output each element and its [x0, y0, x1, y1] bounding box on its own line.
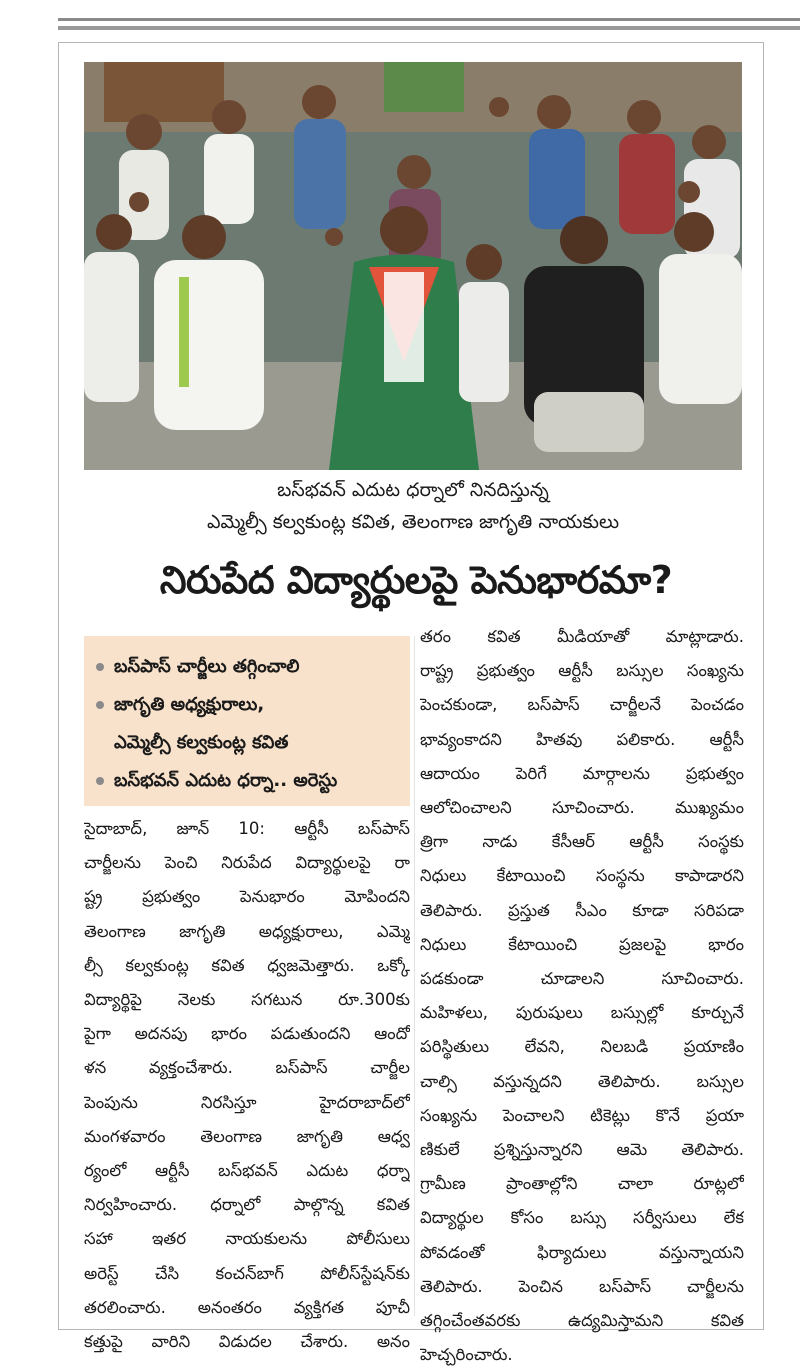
body-line: ణికులే ప్రశ్నిస్తున్నారని ఆమె తెలిపారు. — [420, 1140, 744, 1160]
body-line: పరిస్థితులు లేవని, నిలబడి ప్రయాణిం — [420, 1037, 744, 1057]
body-column-left — [84, 812, 410, 1359]
body-line: రాష్ట్ర ప్రభుత్వం ఆర్టీసీ బస్సుల సంఖ్యను — [420, 661, 744, 681]
body-line: అరెస్ట్ చేసి కంచన్‌బాగ్ పోలీస్‌స్టేషన్‌కు — [84, 1263, 410, 1283]
body-line: పెంపును నిరసిస్తూ హైదరాబాద్‌లో — [84, 1092, 410, 1112]
body-line: తెలిపారు. పెంచిన బస్‌పాస్ చార్జీలను — [420, 1276, 744, 1296]
highlight-item-continued: ఎమ్మెల్సీ కల్వకుంట్ల కవిత — [114, 732, 289, 753]
highlights-box — [84, 636, 410, 806]
body-line: కత్తుపై వారిని విడుదల చేశారు. అనం — [84, 1332, 410, 1352]
body-line: సహా ఇతర నాయకులను పోలీసులు — [84, 1229, 410, 1249]
body-line: గ్రామీణ ప్రాంతాల్లోని చాలా రూట్లలో — [420, 1174, 744, 1194]
body-line: తరలించారు. అనంతరం వ్యక్తిగత పూచీ — [84, 1297, 410, 1317]
body-column-right — [420, 620, 744, 1372]
body-line: తెలంగాణ జాగృతి అధ్యక్షురాలు, ఎమ్మె — [84, 921, 410, 941]
body-line: తగ్గించేంతవరకు ఉద్యమిస్తామని కవిత — [420, 1311, 744, 1331]
top-rule — [58, 18, 800, 21]
body-line: మహిళలు, పురుషులు బస్సుల్లో కూర్చునే — [420, 1003, 744, 1023]
highlight-item: బస్‌భవన్ ఎదుట ధర్నా.. అరెస్టు — [92, 762, 402, 800]
column-divider — [414, 636, 415, 1316]
photo-caption-line1: బస్‌భవన్ ఎదుట ధర్నాలో నినదిస్తున్న — [277, 479, 549, 501]
body-line: హెచ్చరించారు. — [420, 1345, 513, 1365]
photo-caption-line2: ఎమ్మెల్సీ కల్వకుంట్ల కవిత, తెలంగాణ జాగృతి నాయకులు — [206, 511, 620, 533]
body-line: ర్యంలో ఆర్టీసీ బస్‌భవన్ ఎదుట ధర్నా — [84, 1161, 410, 1181]
bullet-icon — [96, 777, 104, 785]
body-line: త్రిగా నాడు కేసీఆర్ ఆర్టీసీ సంస్థకు — [420, 832, 744, 852]
highlight-item: బస్‌పాస్ చార్జీలు తగ్గించాలి — [92, 648, 402, 686]
body-line: పెంచకుండా, బస్‌పాస్ చార్జీలనే పెంచడం — [420, 695, 744, 715]
body-line: భావ్యంకాదని హితవు పలికారు. ఆర్టీసీ — [420, 729, 744, 749]
protest-photo — [84, 62, 742, 470]
body-line: చాల్సి వస్తున్నదని తెలిపారు. బస్సుల — [420, 1071, 744, 1091]
bullet-icon — [96, 701, 104, 709]
body-line: పోవడంతో ఫిర్యాదులు వస్తున్నాయని — [420, 1242, 744, 1262]
body-line: సంఖ్యను పెంచాలని టికెట్లు కొనే ప్రయా — [420, 1105, 744, 1125]
body-line: పైగా అదనపు భారం పడుతుందని ఆందో — [84, 1024, 410, 1044]
article-headline: నిరుపేద విద్యార్థులపై పెనుభారమా? — [159, 558, 673, 602]
body-line: విద్యార్థిపై నెలకు సగటున రూ.300కు — [84, 990, 410, 1010]
body-line: ఆదాయం పెరిగే మార్గాలను ప్రభుత్వం — [420, 763, 744, 783]
body-line: ల్సీ కల్వకుంట్ల కవిత ధ్వజమెత్తారు. ఒక్కో — [84, 955, 410, 975]
body-line: ష్ట్ర ప్రభుత్వం పెనుభారం మోపిందని — [84, 887, 410, 907]
body-line: ఆలోచించాలని సూచించారు. ముఖ్యమం — [420, 798, 744, 818]
body-line: నిర్వహించారు. ధర్నాలో పాల్గొన్న కవిత — [84, 1195, 410, 1215]
body-line: విద్యార్థుల కోసం బస్సు సర్వీసులు లేక — [420, 1208, 744, 1228]
body-line: నిధులు కేటాయించి ప్రజలపై భారం — [420, 934, 744, 954]
protest-photo-icon — [84, 62, 742, 470]
bullet-icon — [96, 663, 104, 671]
body-line: చార్జీలను పెంచి నిరుపేద విద్యార్థులపై రా — [84, 853, 410, 873]
body-line: ళన వ్యక్తంచేశారు. బస్‌పాస్ చార్జీల — [84, 1058, 410, 1078]
top-rule-thick — [58, 26, 800, 30]
body-line: సైదాబాద్, జూన్ 10: ఆర్టీసీ బస్‌పాస్ — [84, 819, 410, 838]
body-line: తెలిపారు. ప్రస్తుత సీఎం కూడా సరిపడా — [420, 900, 744, 920]
body-line: పడకుండా చూడాలని సూచించారు. — [420, 969, 744, 989]
body-line: తరం కవిత మీడియాతో మాట్లాడారు. — [420, 627, 744, 646]
body-line: నిధులు కేటాయించి సంస్థను కాపాడారని — [420, 866, 744, 886]
highlight-item: జాగృతి అధ్యక్షురాలు, — [92, 686, 402, 724]
body-line: మంగళవారం తెలంగాణ జాగృతి ఆధ్వ — [84, 1126, 410, 1146]
